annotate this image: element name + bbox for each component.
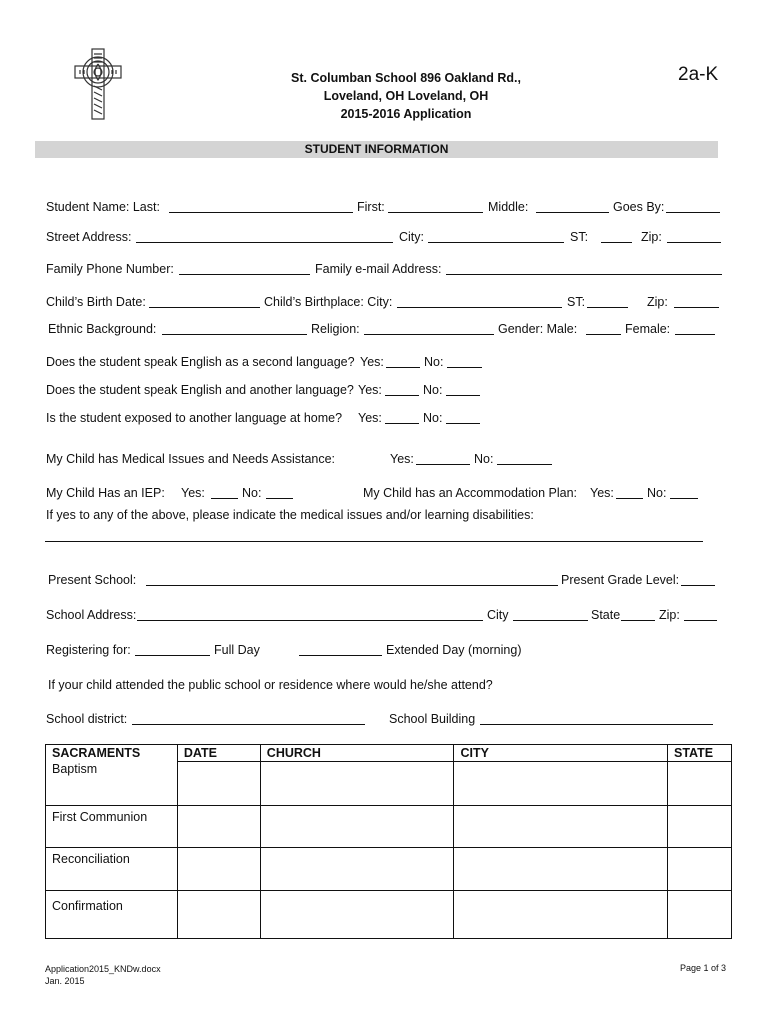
cell-baptism-church[interactable] <box>260 762 454 806</box>
esl-question: Does the student speak English as a second language? <box>46 355 355 369</box>
field-middle-name[interactable] <box>536 212 609 213</box>
label-birthplace-city: Child’s Birthplace: City: <box>264 295 393 309</box>
demographics-row <box>0 321 770 337</box>
field-esl-no[interactable] <box>447 367 482 368</box>
cell-baptism-date[interactable] <box>177 762 260 806</box>
label-birthplace-zip: Zip: <box>647 295 668 309</box>
label-school-state: State <box>591 608 621 622</box>
field-first-name[interactable] <box>388 212 483 213</box>
cell-reconciliation-date[interactable] <box>177 848 260 891</box>
row-label-confirmation: Confirmation <box>46 891 178 939</box>
label-no: No: <box>423 383 443 397</box>
field-birthplace-zip[interactable] <box>674 307 719 308</box>
present-school-row <box>0 572 770 588</box>
field-other-language-yes[interactable] <box>385 395 419 396</box>
birth-info-row <box>0 294 770 310</box>
cell-baptism-city[interactable] <box>454 762 668 806</box>
label-religion: Religion: <box>311 322 360 336</box>
label-female: Female: <box>625 322 671 336</box>
other-language-question: Does the student speak English and another language? <box>46 383 354 397</box>
field-family-phone[interactable] <box>179 274 310 275</box>
cell-reconciliation-church[interactable] <box>260 848 454 891</box>
field-birthplace-state[interactable] <box>587 307 628 308</box>
label-zip: Zip: <box>641 230 662 244</box>
label-yes: Yes: <box>181 486 205 500</box>
col-header-city: CITY <box>454 745 668 762</box>
label-street-address: Street Address: <box>46 230 132 244</box>
field-school-building[interactable] <box>480 724 713 725</box>
label-birth-date: Child’s Birth Date: <box>46 295 146 309</box>
sacraments-table <box>45 744 732 939</box>
field-accommodation-no[interactable] <box>670 498 698 499</box>
label-present-grade: Present Grade Level: <box>561 573 680 587</box>
label-middle: Middle: <box>488 200 529 214</box>
label-first: First: <box>357 200 385 214</box>
label-no: No: <box>242 486 262 500</box>
field-extended-day[interactable] <box>299 655 382 656</box>
field-iep-no[interactable] <box>266 498 293 499</box>
label-yes: Yes: <box>358 411 382 425</box>
field-last-name[interactable] <box>169 212 353 213</box>
field-full-day[interactable] <box>135 655 210 656</box>
col-header-sacraments: SACRAMENTS <box>46 745 178 762</box>
iep-accommodation-row <box>0 485 770 501</box>
label-registering-for: Registering for: <box>46 643 131 657</box>
field-school-zip[interactable] <box>684 620 717 621</box>
field-street-address[interactable] <box>136 242 393 243</box>
if-yes-text: If yes to any of the above, please indicate the medical issues and/or learning disabilities: <box>46 508 534 522</box>
field-family-email[interactable] <box>446 274 722 275</box>
footer-filename: Application2015_KNDw.docx <box>45 964 161 974</box>
header-application-year: 2015-2016 Application <box>340 107 472 121</box>
field-ethnic-background[interactable] <box>162 334 307 335</box>
school-header <box>250 69 562 123</box>
cell-confirmation-date[interactable] <box>177 891 260 939</box>
label-gender-male: Gender: Male: <box>498 322 578 336</box>
label-school-address: School Address: <box>46 608 137 622</box>
student-name-row <box>0 199 770 215</box>
field-present-school[interactable] <box>146 585 558 586</box>
family-contact-row <box>0 261 770 277</box>
celtic-cross-logo <box>72 46 124 122</box>
section-title: STUDENT INFORMATION <box>304 142 449 156</box>
cell-reconciliation-city[interactable] <box>454 848 668 891</box>
cell-communion-state[interactable] <box>667 806 731 848</box>
registering-row <box>0 642 770 658</box>
field-exposed-yes[interactable] <box>385 423 419 424</box>
field-medical-no[interactable] <box>497 464 552 465</box>
table-header-row <box>46 745 732 762</box>
field-school-state[interactable] <box>621 620 655 621</box>
field-religion[interactable] <box>364 334 494 335</box>
field-esl-yes[interactable] <box>386 367 420 368</box>
field-birthplace-city[interactable] <box>397 307 562 308</box>
label-yes: Yes: <box>358 383 382 397</box>
label-yes: Yes: <box>590 486 614 500</box>
cell-confirmation-state[interactable] <box>667 891 731 939</box>
label-family-email: Family e-mail Address: <box>315 262 442 276</box>
label-city: City: <box>399 230 424 244</box>
row-label-reconciliation: Reconciliation <box>46 848 178 891</box>
label-school-city: City <box>487 608 509 622</box>
row-label-baptism: Baptism <box>46 762 178 806</box>
other-language-row <box>0 382 770 398</box>
field-accommodation-yes[interactable] <box>616 498 643 499</box>
label-present-school: Present School: <box>48 573 137 587</box>
label-ethnic-background: Ethnic Background: <box>48 322 157 336</box>
label-goes-by: Goes By: <box>613 200 665 214</box>
street-address-row <box>0 229 770 245</box>
label-school-building: School Building <box>389 712 476 726</box>
label-full-day: Full Day <box>214 643 260 657</box>
table-row <box>46 891 732 939</box>
field-gender-female[interactable] <box>675 334 715 335</box>
school-address-row <box>0 607 770 623</box>
label-accommodation: My Child has an Accommodation Plan: <box>363 486 577 500</box>
label-iep: My Child Has an IEP: <box>46 486 165 500</box>
exposed-language-row <box>0 410 770 426</box>
field-city[interactable] <box>428 242 564 243</box>
field-gender-male[interactable] <box>586 334 621 335</box>
field-school-city[interactable] <box>513 620 588 621</box>
label-birthplace-st: ST: <box>567 295 586 309</box>
label-yes: Yes: <box>360 355 384 369</box>
label-extended-day: Extended Day (morning) <box>386 643 522 657</box>
table-row <box>46 848 732 891</box>
table-row <box>46 806 732 848</box>
medical-question: My Child has Medical Issues and Needs Assistance: <box>46 452 336 466</box>
cell-baptism-state[interactable] <box>667 762 731 806</box>
field-present-grade[interactable] <box>681 585 715 586</box>
public-school-question: If your child attended the public school or residence where would he/she attend? <box>48 678 493 692</box>
document-code: 2a-K <box>678 64 719 85</box>
cell-communion-city[interactable] <box>454 806 668 848</box>
label-family-phone: Family Phone Number: <box>46 262 174 276</box>
label-no: No: <box>424 355 444 369</box>
esl-question-row <box>0 354 770 370</box>
exposed-language-question: Is the student exposed to another language at home? <box>46 411 343 425</box>
header-school-address: St. Columban School 896 Oakland Rd., <box>291 71 521 85</box>
cell-communion-date[interactable] <box>177 806 260 848</box>
field-other-language-no[interactable] <box>446 395 480 396</box>
label-st: ST: <box>570 230 589 244</box>
row-label-first-communion: First Communion <box>46 806 178 848</box>
label-student-name-last: Student Name: Last: <box>46 200 160 214</box>
col-header-church: CHURCH <box>260 745 454 762</box>
cell-confirmation-city[interactable] <box>454 891 668 939</box>
field-iep-yes[interactable] <box>211 498 238 499</box>
field-school-address[interactable] <box>137 620 483 621</box>
cell-communion-church[interactable] <box>260 806 454 848</box>
medical-row <box>0 451 770 467</box>
field-medical-yes[interactable] <box>416 464 470 465</box>
label-no: No: <box>474 452 494 466</box>
field-school-district[interactable] <box>132 724 365 725</box>
cell-reconciliation-state[interactable] <box>667 848 731 891</box>
cell-confirmation-church[interactable] <box>260 891 454 939</box>
label-school-zip: Zip: <box>659 608 680 622</box>
label-yes: Yes: <box>390 452 414 466</box>
field-zip[interactable] <box>667 242 721 243</box>
student-information-bar <box>35 141 718 158</box>
table-row <box>46 762 732 806</box>
footer-date: Jan. 2015 <box>45 976 85 986</box>
col-header-date: DATE <box>177 745 260 762</box>
label-no: No: <box>647 486 667 500</box>
field-medical-details[interactable] <box>45 541 703 542</box>
header-city: Loveland, OH Loveland, OH <box>323 89 489 103</box>
label-no: No: <box>423 411 443 425</box>
school-district-row <box>0 711 770 727</box>
field-birth-date[interactable] <box>149 307 260 308</box>
label-school-district: School district: <box>46 712 128 726</box>
field-goes-by[interactable] <box>666 212 720 213</box>
footer-left <box>45 963 161 987</box>
field-exposed-no[interactable] <box>446 423 480 424</box>
col-header-state: STATE <box>667 745 731 762</box>
field-state[interactable] <box>601 242 632 243</box>
footer-page-number: Page 1 of 3 <box>680 963 727 973</box>
